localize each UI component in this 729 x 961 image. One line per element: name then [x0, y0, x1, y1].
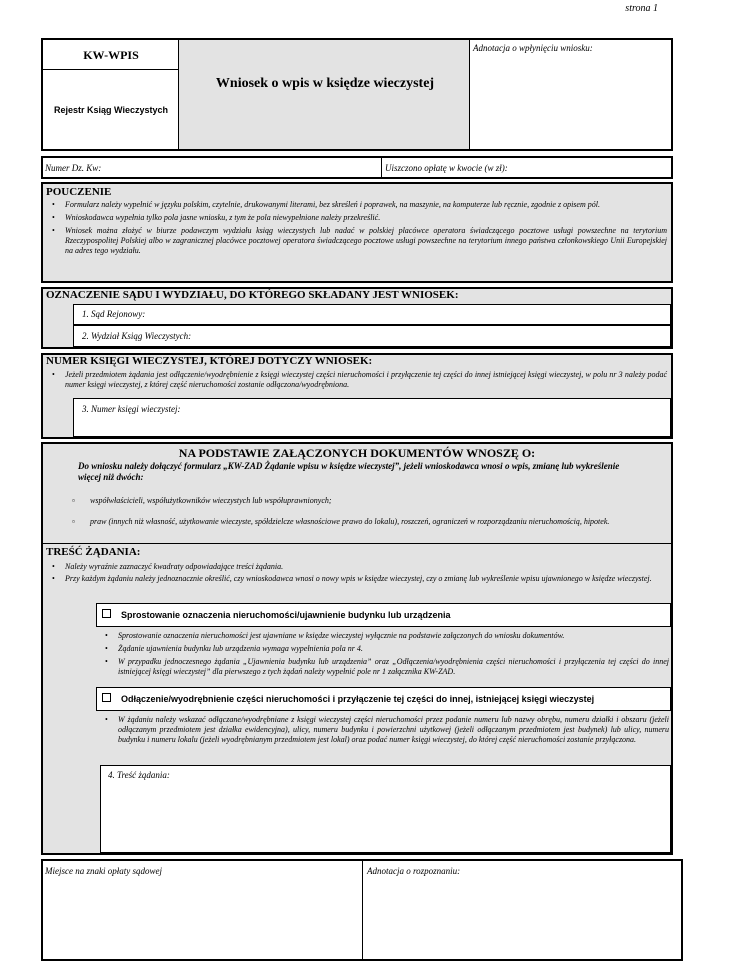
registry-label: Rejestr Ksiąg Wieczystych: [54, 105, 168, 115]
list-item: ▫ współwłaścicieli, współużytkowników wieczystych lub współuprawnionych;: [70, 496, 668, 506]
kw-number-notes: [45, 370, 667, 390]
review-note-label: Adnotacja o rozpoznaniu:: [367, 866, 461, 876]
court-name-label: 1. Sąd Rejonowy:: [82, 309, 146, 319]
case-number-field[interactable]: Numer Dz. Kw:: [45, 163, 102, 173]
request-content-label: 4. Treść żądania:: [108, 770, 170, 780]
list-item: • W przypadku jednoczesnego żądania „Ujawnienia budynku lub urządzenia” oraz „Odłączenia/wyodrębnienia części nieruchomości i przyłączenia tej części do innej istniejącej księgi wieczystej” dla pierwszego z tych żądań należy wypełnić pole nr 1 załącznika KW-ZAD.: [98, 657, 669, 677]
list-item: • Formularz należy wypełnić w języku polskim, czytelnie, drukowanymi literami, bez skreśleń i poprawek, na maszynie, na komputerze lub ręcznie, zgodnie z opisem pól.: [45, 200, 667, 210]
receipt-note-cell[interactable]: [469, 40, 671, 149]
correction-checkbox[interactable]: [102, 609, 111, 618]
info-row-divider: [381, 158, 382, 177]
separation-notes: [98, 715, 669, 745]
list-item: • Sprostowanie oznaczenia nieruchomości jest ujawniane w księdze wieczystej wyłącznie na podstawie załączonych do wniosku dokumentów.: [98, 631, 669, 641]
list-item: • Wnioskodawca wypełnia tylko pola jasne wniosku, z tym że pola niewypełnione należy przekreślić.: [45, 213, 667, 223]
documents-list: [70, 496, 668, 527]
form-code: KW-WPIS: [83, 48, 139, 62]
list-item: • Jeżeli przedmiotem żądania jest odłączenie/wyodrębnienie z księgi wieczystej części nieruchomości i przyłączenie tej części do innej istniejącej księgi wieczystej, w polu nr 3 należy podać numer księgi wieczystej, z której część nieruchomości zostanie odłączona/wyodrębniona.: [45, 370, 667, 390]
court-division-label: 2. Wydział Ksiąg Wieczystych:: [82, 331, 192, 341]
list-item: ▫ praw (innych niż własność, użytkowanie wieczyste, spółdzielcze własnościowe prawo do lokalu), roszczeń, ograniczeń w rozporządzaniu nieruchomością, hipotek.: [70, 517, 668, 527]
header-code-divider: [43, 69, 179, 70]
fee-stamps-label: Miejsce na znaki opłaty sądowej: [45, 866, 162, 876]
correction-notes: [98, 631, 669, 677]
page-number: strona 1: [625, 3, 658, 14]
receipt-note-label: Adnotacja o wpłynięciu wniosku:: [473, 43, 593, 53]
footer-divider: [362, 861, 363, 961]
fee-paid-field[interactable]: Uiszczono opłatę w kwocie (w zł):: [385, 163, 508, 173]
request-notes: [45, 562, 667, 584]
list-item: • Przy każdym żądaniu należy jednoznacznie określić, czy wnioskodawca wnosi o nowy wpis w księdze wieczystej, czy o zmianę lub wykreślenie wpisu ujawnionego w księdze wieczystej.: [45, 574, 667, 584]
request-content-field[interactable]: [100, 765, 671, 853]
documents-intro: Do wniosku należy dołączyć formularz „KW-ZAD Żądanie wpisu w księdze wieczystej”, jeżeli wnioskodawca wnosi o wpis, zmianę lub wykreślenie więcej niż dwóch:: [78, 461, 620, 482]
form-title: Wniosek o wpis w księdze wieczystej: [215, 76, 435, 91]
correction-label: Sprostowanie oznaczenia nieruchomości/ujawnienie budynku lub urządzenia: [121, 610, 451, 620]
list-item: • Należy wyraźnie zaznaczyć kwadraty odpowiadające treści żądania.: [45, 562, 667, 572]
list-item: • Żądanie ujawnienia budynku lub urządzenia wymaga wypełnienia pola nr 4.: [98, 644, 669, 654]
list-item: • W żądaniu należy wskazać odłączane/wyodrębniane z księgi wieczystej części nieruchomości przez podanie numeru lub nazwy obrębu, numeru działki i obszaru (jeżeli odłączanym przedmiotem jest działka ewidencyjna), ulicy, numeru budynku i powierzchni użytkowej (jeżeli odłączanym przedmiotem jest budynek) lub ulicy, numeru budynku i numeru lokalu (jeżeli wyodrębnianym przedmiotem jest lokal) oraz podać numer księgi wieczystej, do której część nieruchomości zostanie przyłączona.: [98, 715, 669, 745]
documents-divider: [43, 543, 671, 544]
court-heading: OZNACZENIE SĄDU I WYDZIAŁU, DO KTÓREGO SKŁADANY JEST WNIOSEK:: [46, 289, 459, 301]
separation-label: Odłączenie/wyodrębnienie części nieruchomości i przyłączenie tej części do innej, istniejącej księgi wieczystej: [121, 694, 595, 704]
documents-heading: NA PODSTAWIE ZAŁĄCZONYCH DOKUMENTÓW WNOSZĘ O:: [178, 446, 536, 460]
list-item: • Wniosek można złożyć w biurze podawczym wydziału ksiąg wieczystych lub nadać w polskiej placówce operatora świadczącego pocztowe usługi powszechne na terytorium Rzeczypospolitej Polskiej albo w zagranicznej placówce pocztowej operatora świadczącego pocztowe usługi powszechne na terytorium innego państwa członkowskiego Unii Europejskiej na adres tego wydziału.: [45, 226, 667, 256]
instructions-heading: POUCZENIE: [46, 186, 112, 198]
instructions-list: [45, 200, 667, 256]
info-row: [41, 156, 673, 179]
kw-number-label: 3. Numer księgi wieczystej:: [82, 404, 181, 414]
request-heading: TREŚĆ ŻĄDANIA:: [46, 546, 141, 558]
court-name-field[interactable]: [73, 304, 671, 325]
separation-checkbox[interactable]: [102, 693, 111, 702]
kw-number-heading: NUMER KSIĘGI WIECZYSTEJ, KTÓREJ DOTYCZY WNIOSEK:: [46, 355, 373, 367]
